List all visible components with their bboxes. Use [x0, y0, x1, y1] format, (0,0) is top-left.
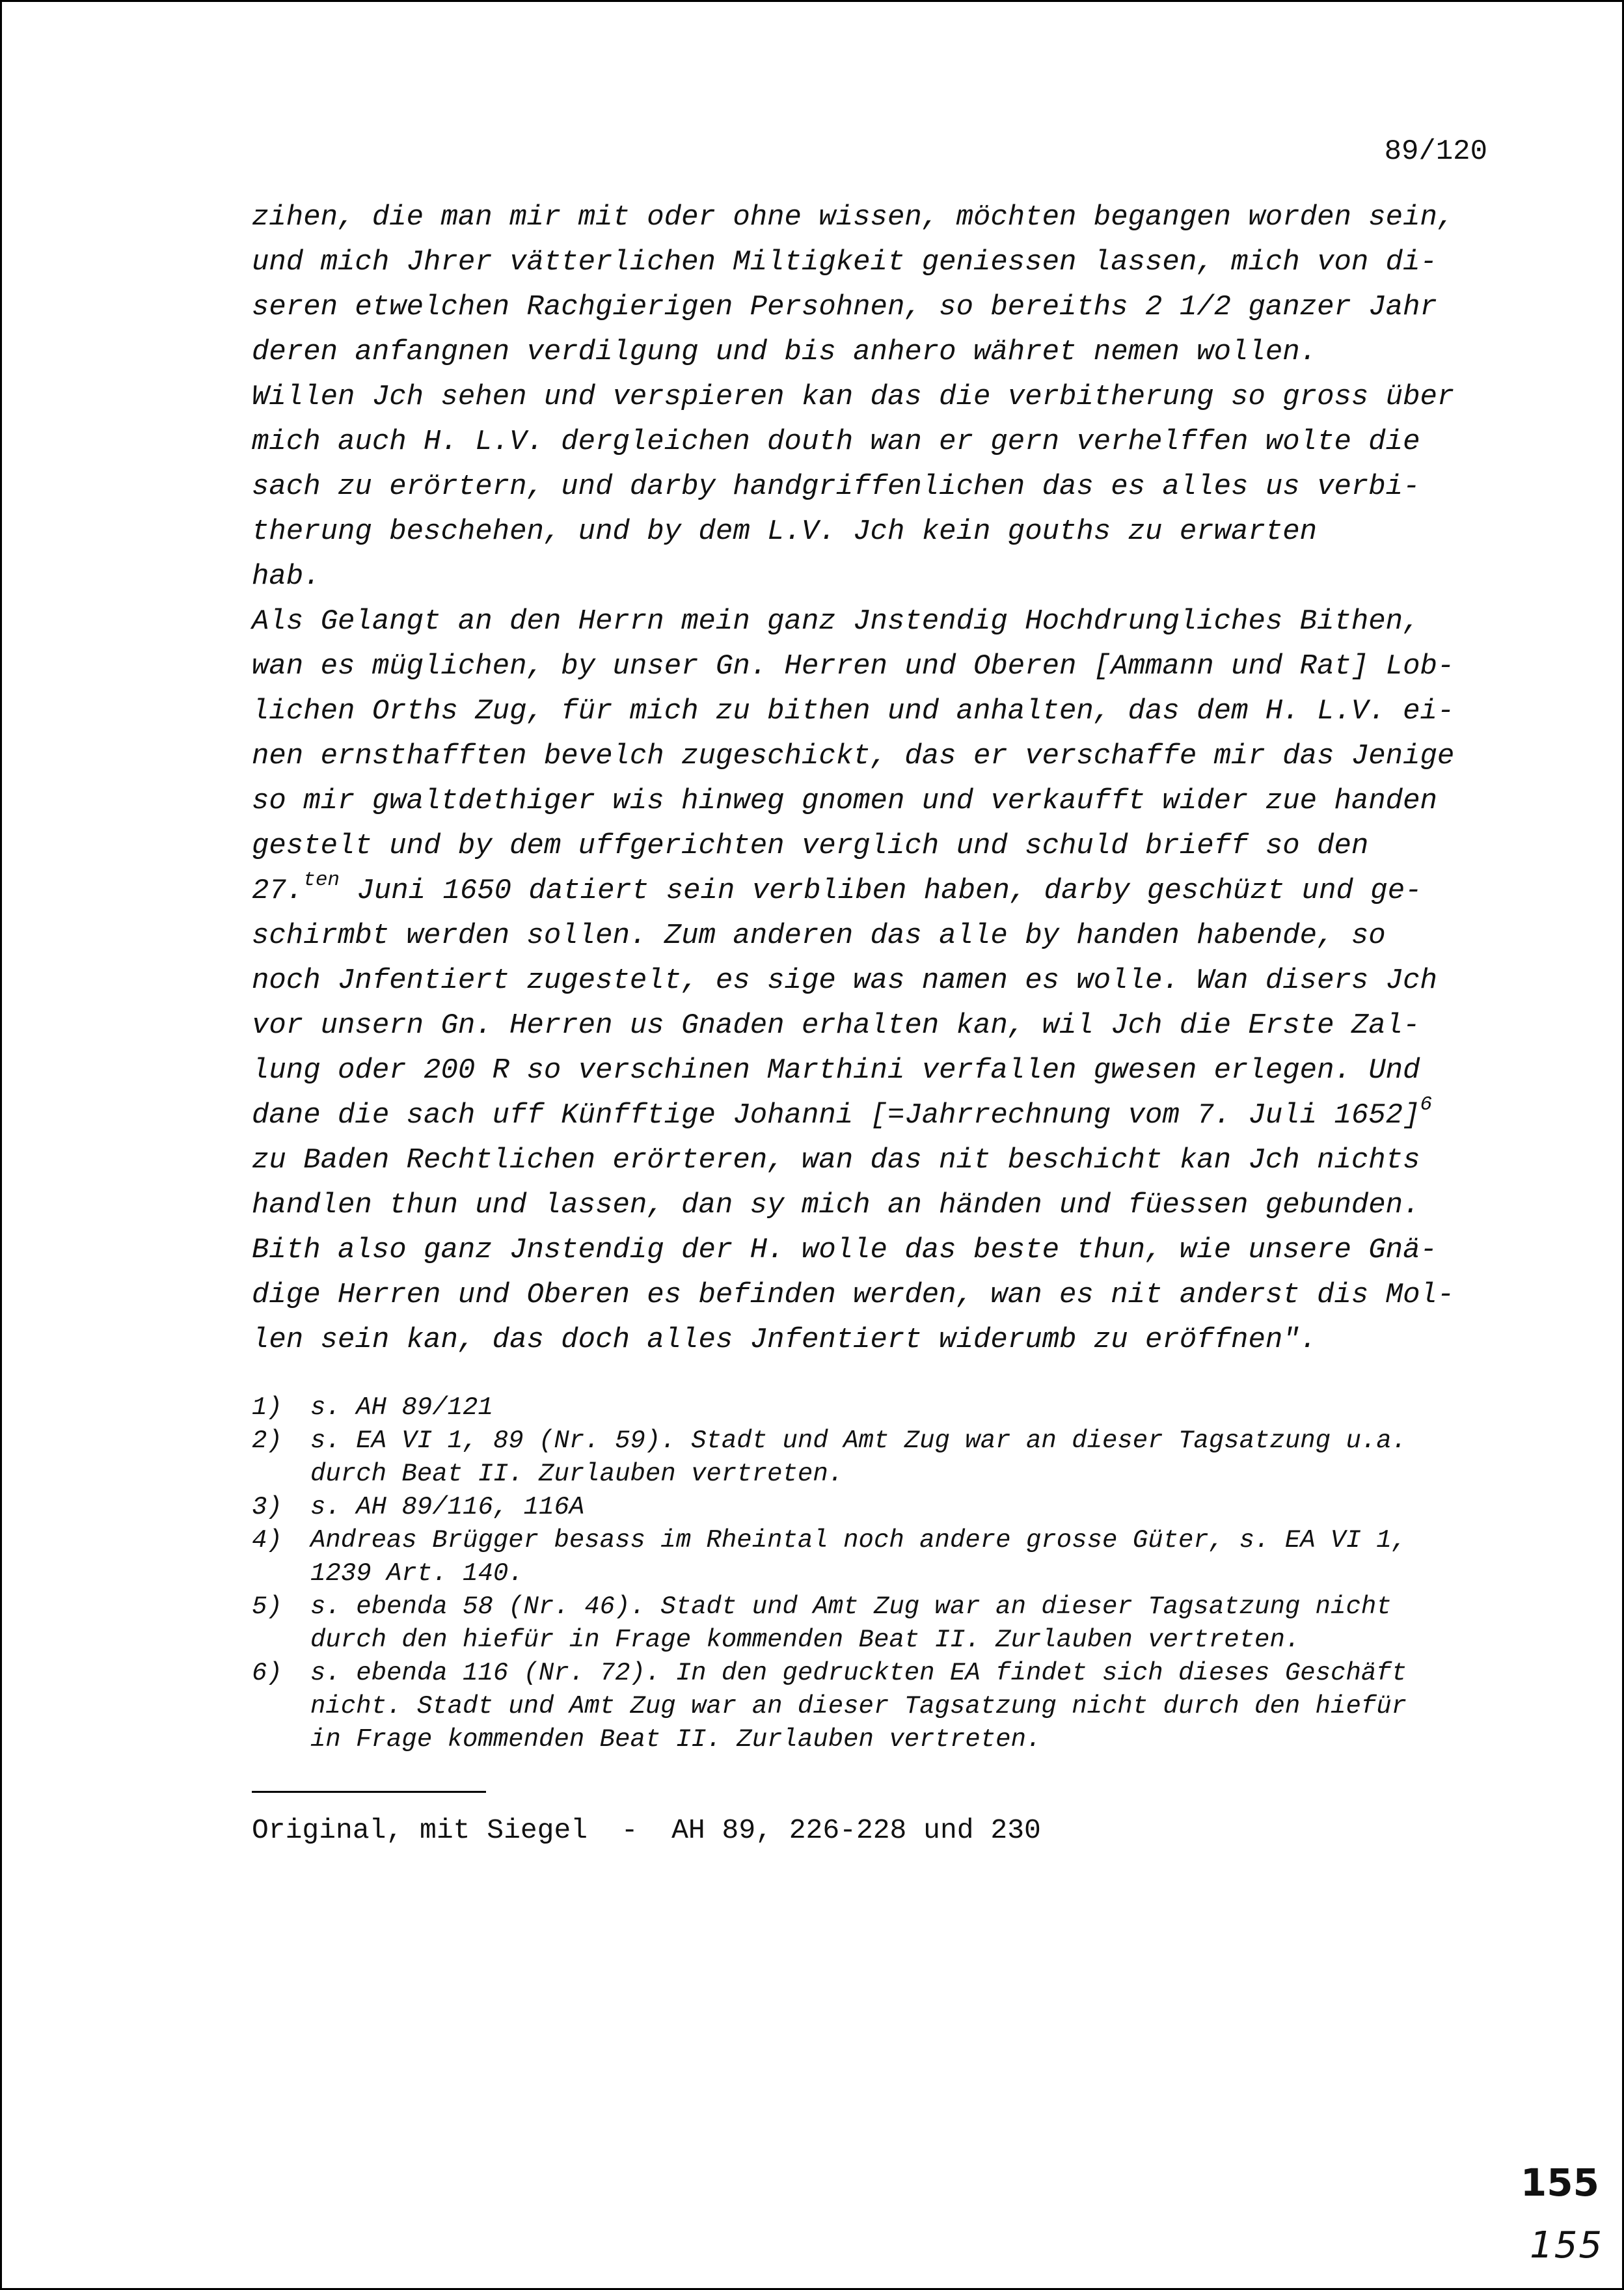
body-line: Bith also ganz Jnstendig der H. wolle das beste thun, wie unsere Gnä- — [252, 1234, 1437, 1266]
footnote-ref: 6 — [1420, 1093, 1433, 1117]
body-line-footnote-ref — [252, 1093, 1501, 1138]
footnote — [252, 1424, 1501, 1491]
footnotes — [252, 1391, 1501, 1756]
footnote — [252, 1391, 1501, 1424]
footnote-text: s. ebenda 116 (Nr. 72). In den gedruckten EA findet sich dieses Geschäft nicht. Stadt und Amt Zug war an dieser Tagsatzung nicht durch den hiefür in Frage kommenden Beat II. Zurlauben vertreten. — [310, 1659, 1407, 1754]
body-line: mich auch H. L.V. dergleichen douth wan er gern verhelffen wolte die — [252, 426, 1420, 458]
body-line: zu Baden Rechtlichen erörteren, wan das nit beschicht kan Jch nichts — [252, 1144, 1420, 1177]
body-line: wan es müglichen, by unser Gn. Herren und Oberen [Ammann und Rat] Lob- — [252, 650, 1455, 683]
body-line: so mir gwaltdethiger wis hinweg gnomen und verkaufft wider zue handen — [252, 785, 1437, 817]
footnote-text: s. AH 89/121 — [310, 1393, 493, 1422]
date-rest: Juni 1650 datiert sein verbliben haben, darby geschüzt und ge- — [340, 875, 1422, 907]
body-line: dige Herren und Oberen es befinden werden, wan es nit anderst dis Mol- — [252, 1279, 1455, 1311]
body-line: seren etwelchen Rachgierigen Persohnen, so bereiths 2 1/2 ganzer Jahr — [252, 291, 1437, 323]
footnote — [252, 1590, 1501, 1657]
footnote — [252, 1491, 1501, 1524]
footnote — [252, 1657, 1501, 1756]
footnote-text: s. ebenda 58 (Nr. 46). Stadt und Amt Zug war an dieser Tagsatzung nicht durch den hiefür in Frage kommenden Beat II. Zurlauben vertreten. — [310, 1592, 1392, 1654]
source-line: Original, mit Siegel - AH 89, 226-228 und 230 — [252, 1814, 1041, 1846]
body-line: len sein kan, das doch alles Jnfentiert widerumb zu eröffnen". — [252, 1324, 1318, 1356]
date-superscript: ten — [303, 869, 340, 892]
body-line: und mich Jhrer vätterlichen Miltigkeit geniessen lassen, mich von di- — [252, 246, 1437, 279]
body-line: Als Gelangt an den Herrn mein ganz Jnstendig Hochdrungliches Bithen, — [252, 605, 1420, 638]
page-number: 89/120 — [1384, 135, 1487, 168]
footnote-text: s. AH 89/116, 116A — [310, 1493, 585, 1521]
separator-rule — [252, 1791, 486, 1793]
footnote-text: Andreas Brügger besass im Rheintal noch andere grosse Güter, s. EA VI 1, 1239 Art. 140. — [310, 1526, 1407, 1588]
body-line: sach zu erörtern, und darby handgriffenlichen das es alles us verbi- — [252, 470, 1420, 503]
footnote-number: 6) — [252, 1659, 282, 1687]
body-line: Willen Jch sehen und verspieren kan das die verbitherung so gross über — [252, 381, 1455, 413]
footnote-number: 2) — [252, 1426, 282, 1455]
body-line: nen ernsthafften bevelch zugeschickt, das er verschaffe mir das Jenige — [252, 740, 1455, 772]
footnote-text: s. EA VI 1, 89 (Nr. 59). Stadt und Amt Zug war an dieser Tagsatzung u.a. durch Beat II. Zurlauben vertreten. — [310, 1426, 1407, 1488]
footnote-number: 4) — [252, 1526, 282, 1555]
archive-stamp: 155 — [1520, 2161, 1599, 2205]
handwritten-page-number: 155 — [1530, 2224, 1603, 2267]
body-line: handlen thun und lassen, dan sy mich an händen und füessen gebunden. — [252, 1189, 1420, 1221]
line-text: dane die sach uff Künfftige Johanni [=Jahrrechnung vom 7. Juli 1652] — [252, 1099, 1420, 1132]
date-day: 27. — [252, 875, 304, 907]
body-line: lung oder 200 R so verschinen Marthini verfallen gwesen erlegen. Und — [252, 1054, 1420, 1087]
body-line: lichen Orths Zug, für mich zu bithen und anhalten, das dem H. L.V. ei- — [252, 695, 1455, 728]
body-line: vor unsern Gn. Herren us Gnaden erhalten kan, wil Jch die Erste Zal- — [252, 1009, 1420, 1042]
body-line: hab. — [252, 560, 321, 593]
body-line: schirmbt werden sollen. Zum anderen das alle by handen habende, so — [252, 920, 1386, 952]
body-line: noch Jnfentiert zugestelt, es sige was namen es wolle. Wan disers Jch — [252, 964, 1437, 997]
body-line: therung beschehen, und by dem L.V. Jch kein gouths zu erwarten — [252, 515, 1318, 548]
footnote-number: 5) — [252, 1592, 282, 1621]
body-line-date — [252, 869, 1501, 914]
body-line: gestelt und by dem uffgerichten verglich und schuld brieff so den — [252, 830, 1369, 862]
footnote-number: 3) — [252, 1493, 282, 1521]
footnote — [252, 1524, 1501, 1590]
body-line: deren anfangnen verdilgung und bis anhero währet nemen wollen. — [252, 336, 1318, 368]
body-text — [252, 195, 1501, 1363]
footnote-number: 1) — [252, 1393, 282, 1422]
body-line: zihen, die man mir mit oder ohne wissen, möchten begangen worden sein, — [252, 201, 1455, 234]
